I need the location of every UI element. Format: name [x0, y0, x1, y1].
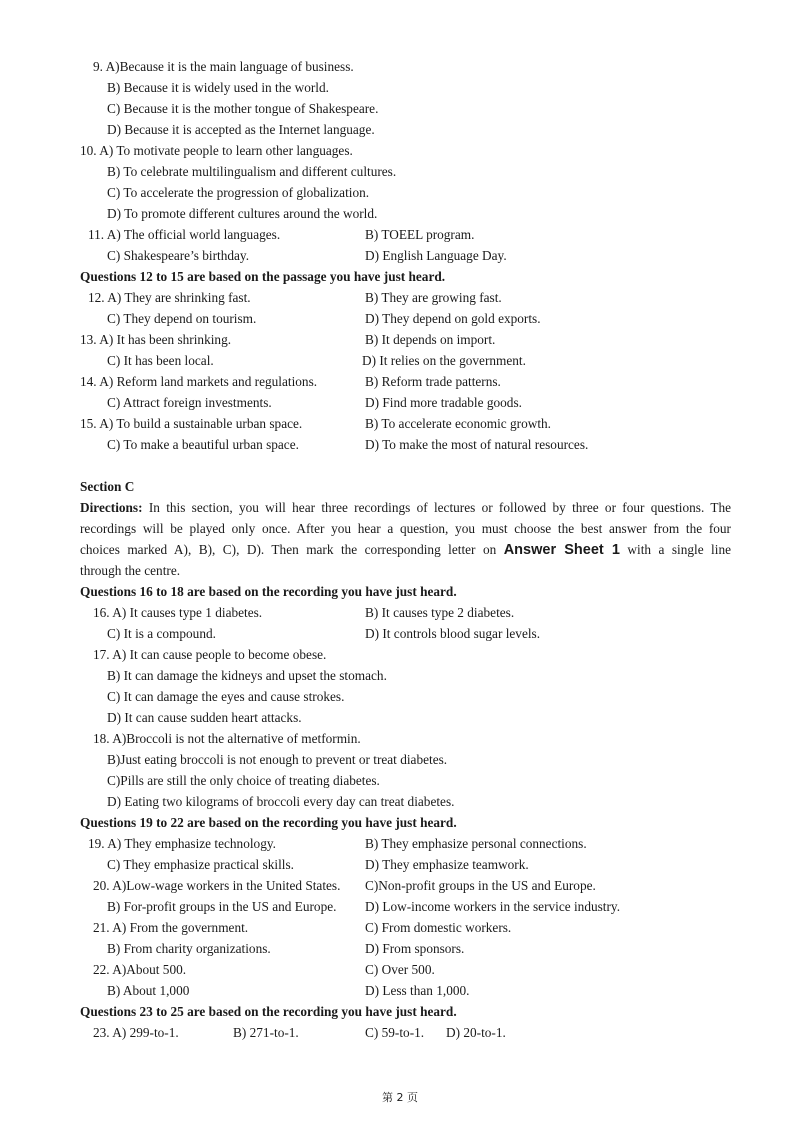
- q21-option-a: 21. A) From the government.: [93, 920, 249, 935]
- section-c-directions-line-1: [80, 499, 731, 517]
- q20-option-a: 20. A)Low-wage workers in the United States.: [93, 878, 341, 893]
- q20-option-c: C)Non-profit groups in the US and Europe.: [365, 878, 596, 893]
- q15-option-b: B) To accelerate economic growth.: [365, 416, 552, 431]
- q19-option-b: B) They emphasize personal connections.: [365, 836, 587, 851]
- group-heading-23-25: Questions 23 to 25 are based on the recording you have just heard.: [80, 1004, 457, 1019]
- q12-option-b: B) They are growing fast.: [365, 290, 502, 305]
- directions-text-1: In this section, you will hear three recordings of lectures or followed by three or four questions. The: [148, 500, 731, 515]
- q22-option-d: D) Less than 1,000.: [365, 983, 470, 998]
- q13-option-d: D) It relies on the government.: [362, 353, 526, 368]
- q16-option-d: D) It controls blood sugar levels.: [365, 626, 541, 641]
- q10-option-d: D) To promote different cultures around the world.: [107, 206, 378, 221]
- directions-text-3b: with a single line: [627, 542, 731, 557]
- q14-option-c: C) Attract foreign investments.: [107, 395, 272, 410]
- group-heading-12-15: Questions 12 to 15 are based on the passage you have just heard.: [80, 269, 446, 284]
- group-heading-19-22: Questions 19 to 22 are based on the recording you have just heard.: [80, 815, 457, 830]
- q19-option-c: C) They emphasize practical skills.: [107, 857, 294, 872]
- q15-option-c: C) To make a beautiful urban space.: [107, 437, 299, 452]
- q14-option-d: D) Find more tradable goods.: [365, 395, 522, 410]
- q13-option-b: B) It depends on import.: [365, 332, 496, 347]
- q21-option-c: C) From domestic workers.: [365, 920, 512, 935]
- q9-option-b: B) Because it is widely used in the world.: [107, 80, 329, 95]
- q12-option-c: C) They depend on tourism.: [107, 311, 257, 326]
- q18-option-a: 18. A)Broccoli is not the alternative of metformin.: [93, 731, 361, 746]
- q18-option-b: B)Just eating broccoli is not enough to prevent or treat diabetes.: [107, 752, 448, 767]
- q23-option-a: 23. A) 299-to-1.: [93, 1025, 179, 1040]
- section-c-directions-line-3: [80, 541, 731, 559]
- q22-option-b: B) About 1,000: [107, 983, 190, 998]
- section-c-title: Section C: [80, 479, 135, 494]
- q10-option-b: B) To celebrate multilingualism and different cultures.: [107, 164, 397, 179]
- q19-option-a: 19. A) They emphasize technology.: [88, 836, 276, 851]
- q23-option-b: B) 271-to-1.: [233, 1025, 299, 1040]
- q18-option-d: D) Eating two kilograms of broccoli every day can treat diabetes.: [107, 794, 455, 809]
- q17-option-c: C) It can damage the eyes and cause strokes.: [107, 689, 345, 704]
- q14-option-a: 14. A) Reform land markets and regulations.: [80, 374, 318, 389]
- q16-option-c: C) It is a compound.: [107, 626, 216, 641]
- q13-option-c: C) It has been local.: [107, 353, 214, 368]
- q20-option-d: D) Low-income workers in the service industry.: [365, 899, 621, 914]
- q10-option-a: 10. A) To motivate people to learn other languages.: [80, 143, 353, 158]
- q21-option-b: B) From charity organizations.: [107, 941, 271, 956]
- section-c-directions-line-2: recordings will be played only once. After you hear a question, you must choose the best answer from the four: [80, 521, 731, 536]
- q11-option-b: B) TOEEL program.: [365, 227, 475, 242]
- q22-option-c: C) Over 500.: [365, 962, 435, 977]
- q11-option-c: C) Shakespeare’s birthday.: [107, 248, 250, 263]
- q12-option-a: 12. A) They are shrinking fast.: [88, 290, 251, 305]
- q13-option-a: 13. A) It has been shrinking.: [80, 332, 232, 347]
- q20-option-b: B) For-profit groups in the US and Europe.: [107, 899, 337, 914]
- q17-option-d: D) It can cause sudden heart attacks.: [107, 710, 302, 725]
- q23-option-d: D) 20-to-1.: [446, 1025, 506, 1040]
- q15-option-d: D) To make the most of natural resources.: [365, 437, 589, 452]
- q16-option-a: 16. A) It causes type 1 diabetes.: [93, 605, 263, 620]
- q9-option-c: C) Because it is the mother tongue of Shakespeare.: [107, 101, 379, 116]
- group-heading-16-18: Questions 16 to 18 are based on the recording you have just heard.: [80, 584, 457, 599]
- q12-option-d: D) They depend on gold exports.: [365, 311, 541, 326]
- q23-option-c: C) 59-to-1.: [365, 1025, 425, 1040]
- q17-option-b: B) It can damage the kidneys and upset the stomach.: [107, 668, 387, 683]
- q9-option-d: D) Because it is accepted as the Internet language.: [107, 122, 375, 137]
- q16-option-b: B) It causes type 2 diabetes.: [365, 605, 515, 620]
- q15-option-a: 15. A) To build a sustainable urban space.: [80, 416, 303, 431]
- section-c-directions-line-4: through the centre.: [80, 563, 181, 578]
- q21-option-d: D) From sponsors.: [365, 941, 465, 956]
- q9-option-a: 9. A)Because it is the main language of business.: [93, 59, 354, 74]
- q10-option-c: C) To accelerate the progression of globalization.: [107, 185, 370, 200]
- q11-option-a: 11. A) The official world languages.: [88, 227, 281, 242]
- q11-option-d: D) English Language Day.: [365, 248, 507, 263]
- q22-option-a: 22. A)About 500.: [93, 962, 187, 977]
- q17-option-a: 17. A) It can cause people to become obese.: [93, 647, 327, 662]
- directions-text-3a: choices marked A), B), C), D). Then mark the corresponding letter on: [80, 542, 497, 557]
- directions-label: Directions:: [80, 500, 143, 515]
- q19-option-d: D) They emphasize teamwork.: [365, 857, 529, 872]
- page-number: 第 2 页: [382, 1091, 418, 1104]
- q14-option-b: B) Reform trade patterns.: [365, 374, 501, 389]
- q18-option-c: C)Pills are still the only choice of treating diabetes.: [107, 773, 380, 788]
- answer-sheet-label: Answer Sheet 1: [503, 542, 620, 558]
